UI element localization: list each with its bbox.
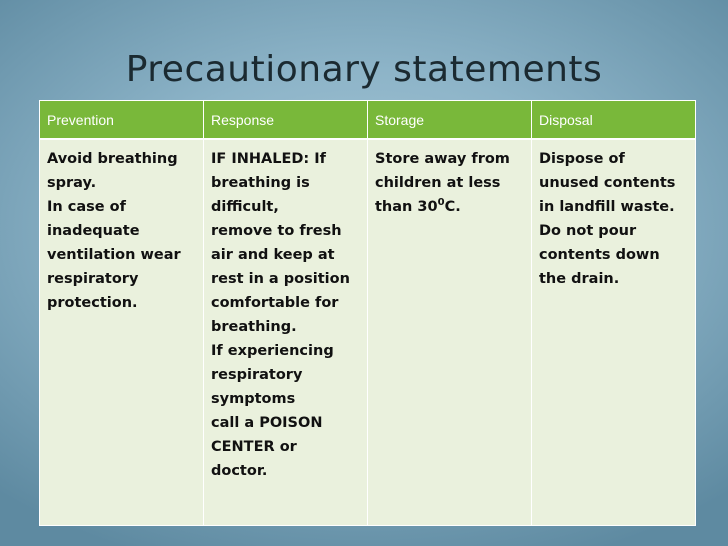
response-line: IF INHALED: If — [211, 151, 326, 167]
prevention-line: respiratory — [47, 271, 139, 287]
degree-superscript: 0 — [437, 197, 445, 209]
response-line: comfortable for — [211, 295, 339, 311]
header-prevention: Prevention — [40, 101, 204, 140]
table-header-row — [40, 101, 696, 140]
prevention-line: protection. — [47, 295, 138, 311]
header-disposal: Disposal — [532, 101, 696, 140]
prevention-line: In case of — [47, 199, 126, 215]
response-line: call a POISON — [211, 415, 323, 431]
response-line: respiratory — [211, 367, 303, 383]
prevention-cell — [40, 139, 204, 526]
precautionary-statements-table — [39, 100, 696, 526]
storage-temperature-line — [375, 195, 524, 219]
prevention-line: inadequate — [47, 223, 140, 239]
response-line: If experiencing — [211, 343, 334, 359]
header-response: Response — [204, 101, 368, 140]
prevention-line: spray. — [47, 175, 97, 191]
prevention-line: Avoid breathing — [47, 151, 178, 167]
disposal-line: unused contents — [539, 175, 676, 191]
table-row — [40, 139, 696, 526]
response-line: rest in a position — [211, 271, 350, 287]
disposal-cell — [532, 139, 696, 526]
response-line: symptoms — [211, 391, 296, 407]
disposal-line: Dispose of — [539, 151, 625, 167]
response-cell — [204, 139, 368, 526]
response-line: breathing is — [211, 175, 310, 191]
storage-line: Store away from — [375, 151, 510, 167]
response-line: breathing. — [211, 319, 297, 335]
response-line: difficult, — [211, 199, 279, 215]
prevention-line: ventilation wear — [47, 247, 181, 263]
storage-temperature-suffix: C. — [444, 199, 461, 215]
disposal-line: in landfill waste. — [539, 199, 675, 215]
response-line: doctor. — [211, 463, 268, 479]
storage-line: children at less — [375, 175, 501, 191]
storage-temperature-prefix: than 30 — [375, 199, 438, 215]
response-line: air and keep at — [211, 247, 335, 263]
disposal-line: contents down — [539, 247, 660, 263]
slide-title: Precautionary statements — [125, 49, 603, 90]
response-line: remove to fresh — [211, 223, 342, 239]
disposal-line: the drain. — [539, 271, 620, 287]
response-line: CENTER or — [211, 439, 297, 455]
disposal-line: Do not pour — [539, 223, 637, 239]
storage-cell — [368, 139, 532, 526]
header-storage: Storage — [368, 101, 532, 140]
